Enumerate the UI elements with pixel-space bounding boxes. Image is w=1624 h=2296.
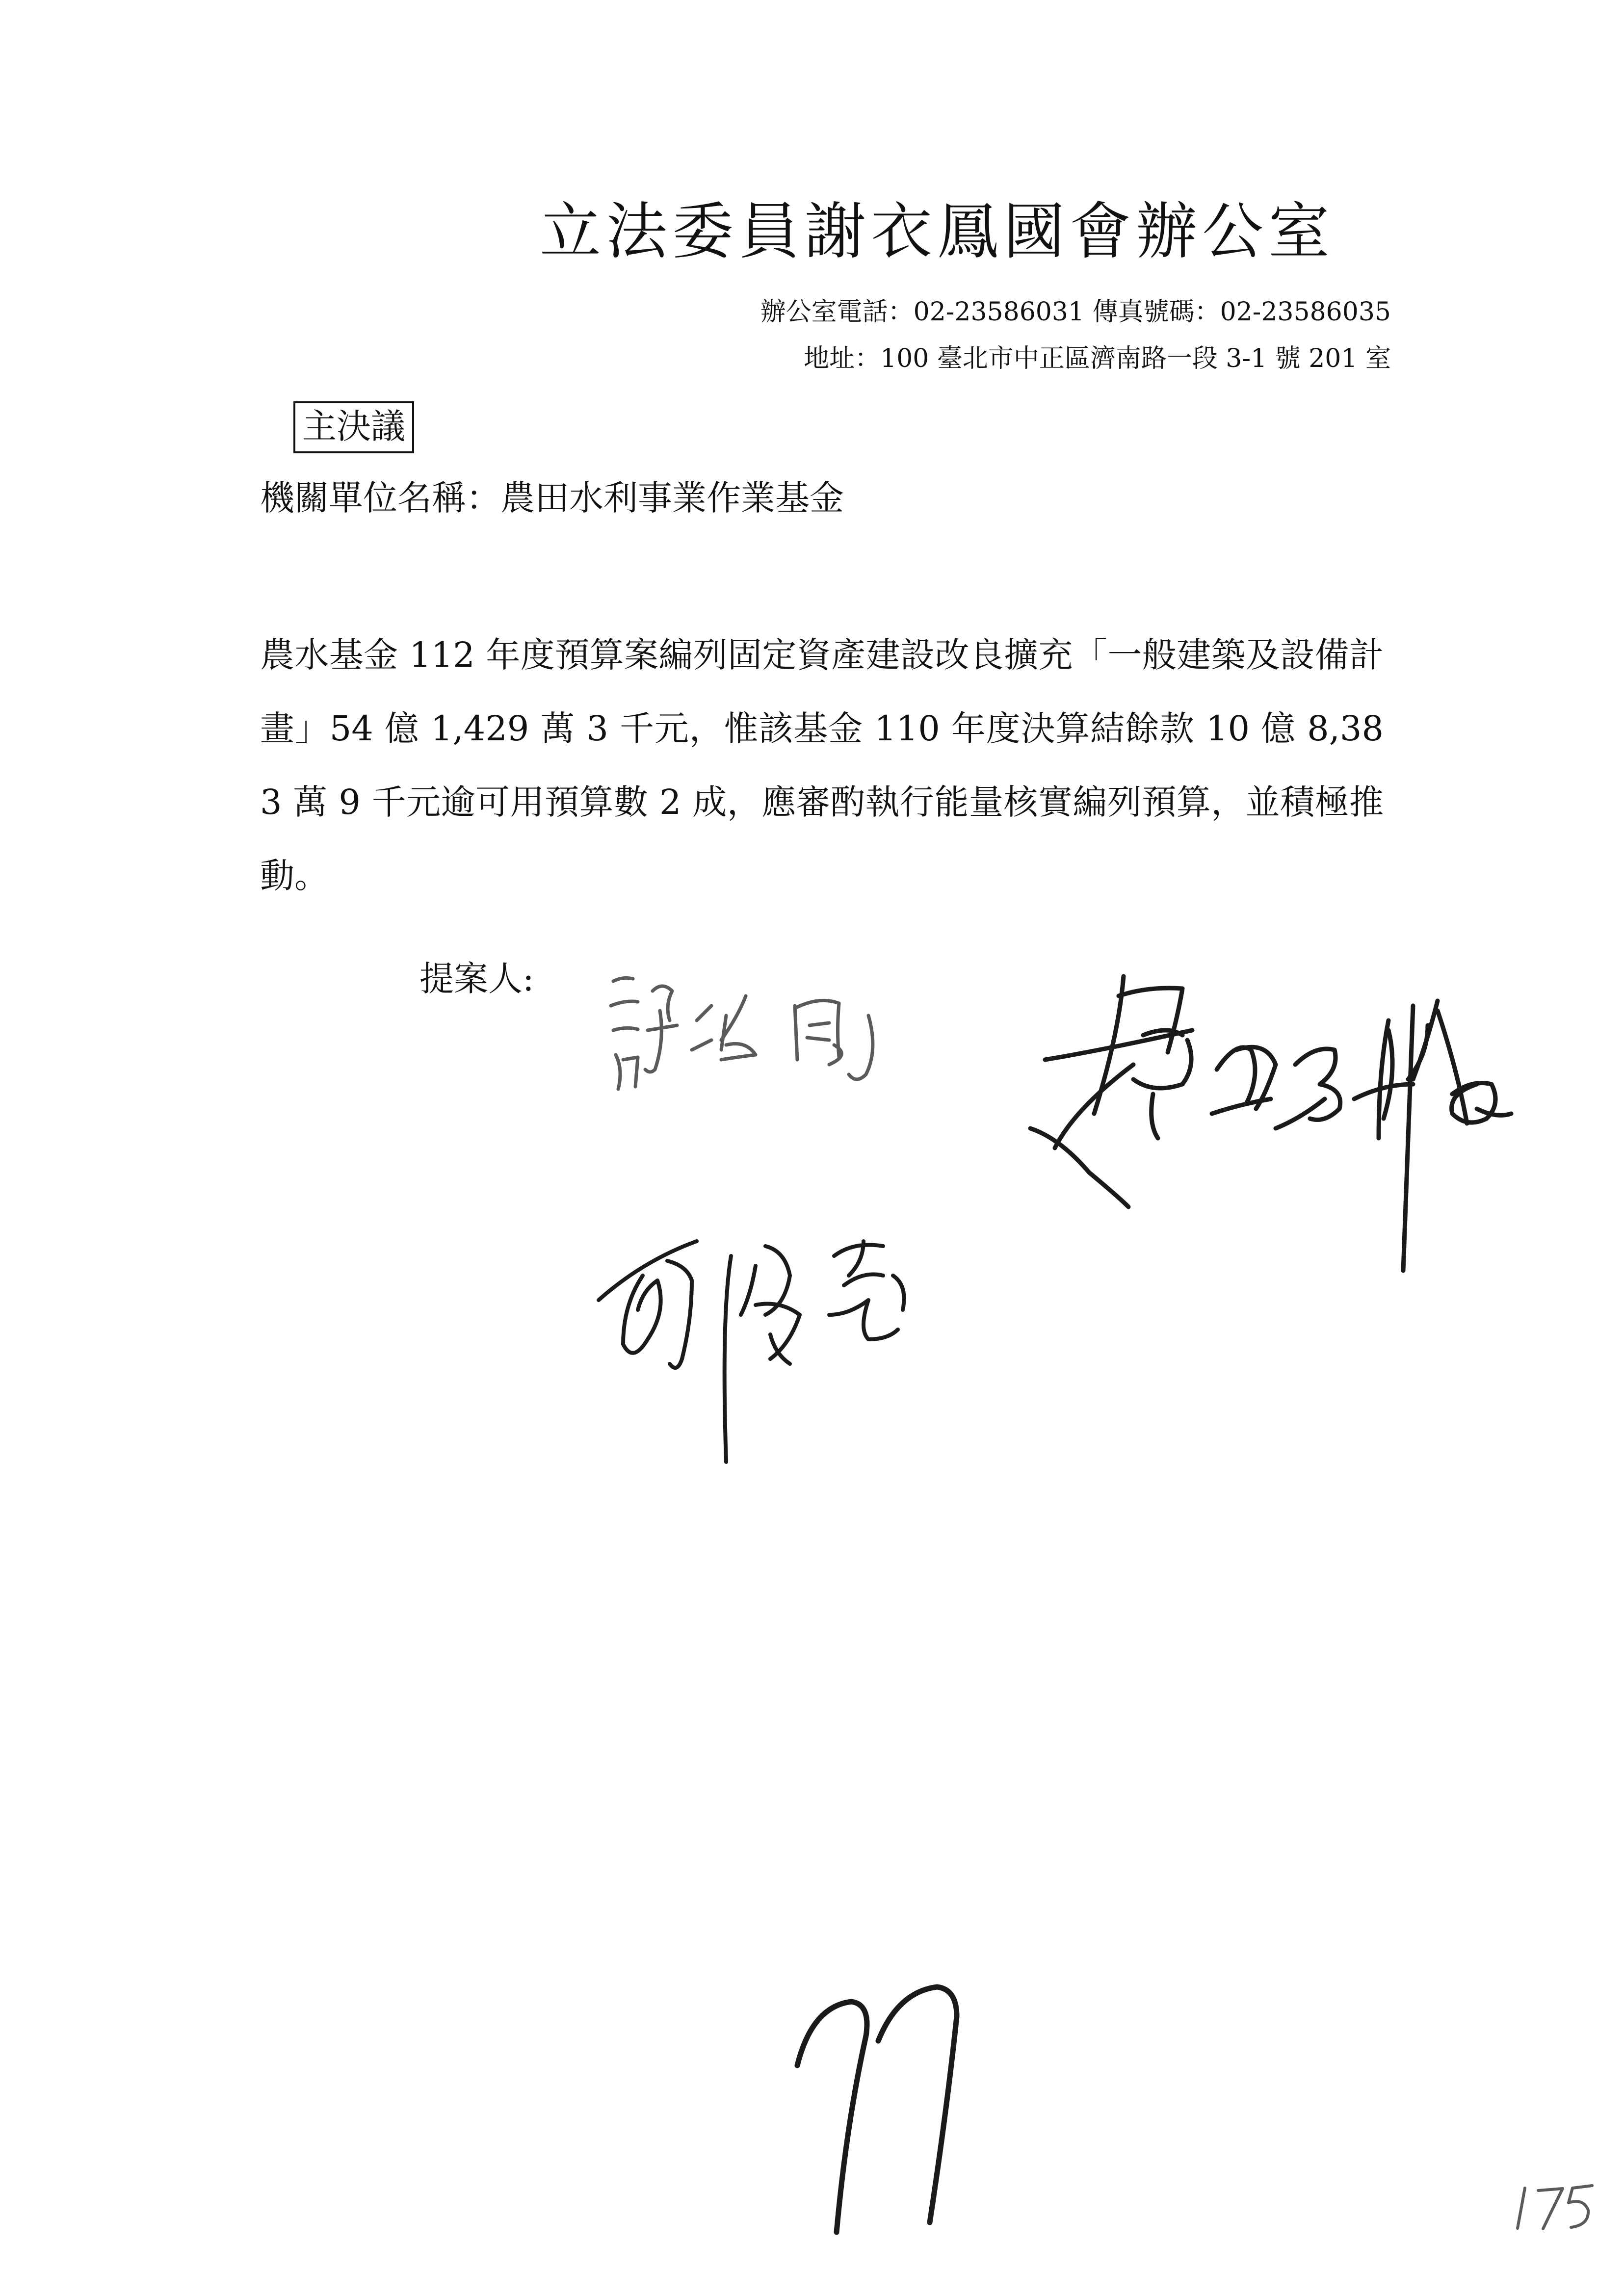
resolution-body: 農水基金 112 年度預算案編列固定資產建設改良擴充「一般建築及設備計畫」54 億 1,429 萬 3 千元，惟該基金 110 年度決算結餘款 10 億 8,383 萬 9 千元逾可用預算數 2 成，應審酌執行能量核實編列預算，並積極推動。 <box>260 635 1384 896</box>
signature-1 <box>611 978 873 1089</box>
office-title: 立法委員謝衣鳳國會辦公室 <box>540 196 1335 267</box>
signature-2 <box>1030 976 1511 1271</box>
handwritten-page-number <box>1518 2186 1592 2229</box>
handwritten-sequence-number <box>797 1987 957 2232</box>
signature-3 <box>599 1241 904 1462</box>
resolution-type-stamp: 主決議 <box>293 401 414 453</box>
agency-name: 機關單位名稱：農田水利事業作業基金 <box>260 478 844 518</box>
proposer-label: 提案人: <box>419 959 534 999</box>
contact-info: 辦公室電話：02-23586031 傳真號碼：02-23586035 <box>760 297 1391 327</box>
address-info: 地址：100 臺北市中正區濟南路一段 3-1 號 201 室 <box>804 344 1391 373</box>
